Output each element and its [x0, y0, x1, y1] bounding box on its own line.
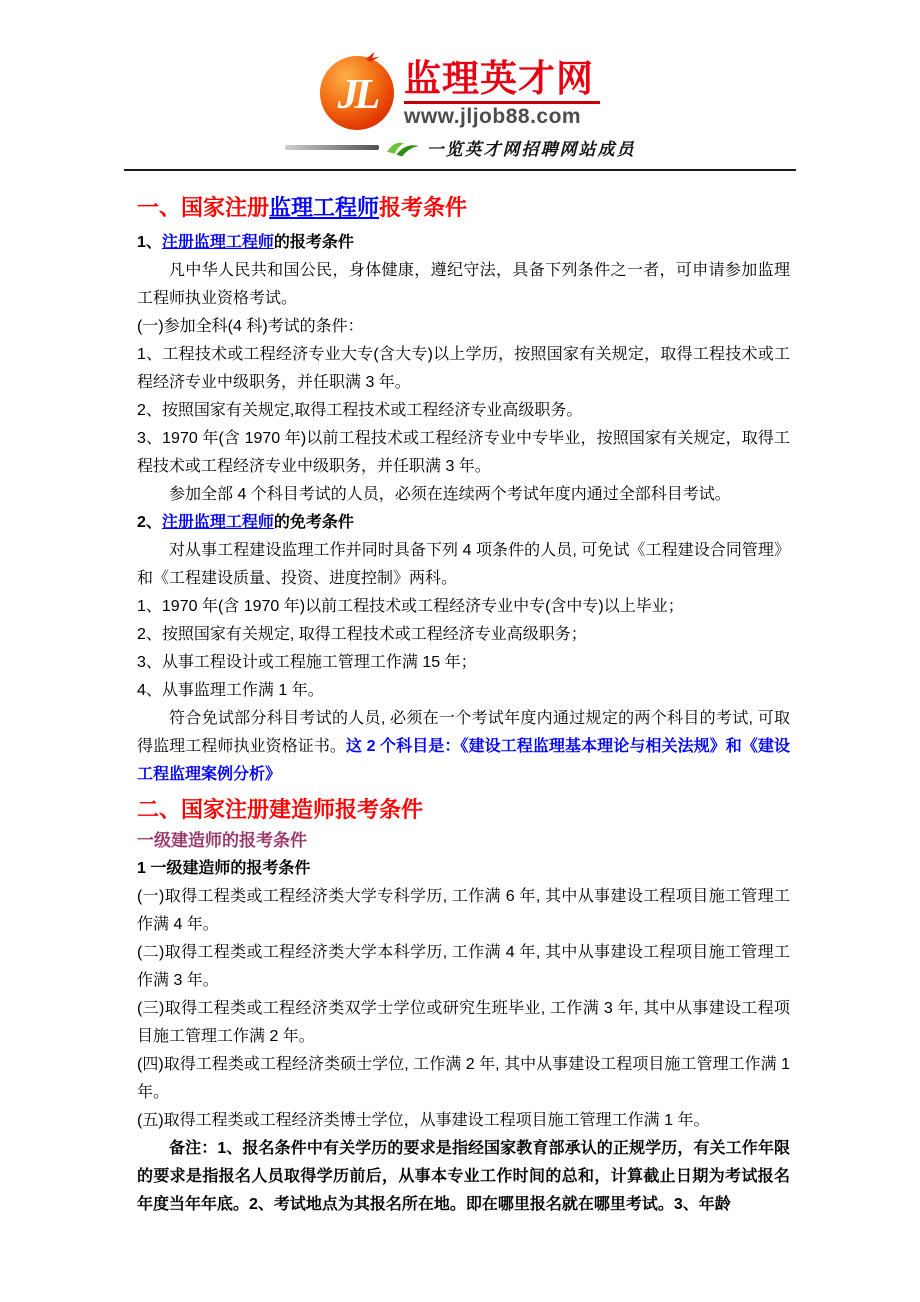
para-exempt-pass-blue: 这 2 个科目是：《建设工程监理基本理论与相关法规》和《建设工程监理案例分析》 [137, 738, 790, 783]
header-divider [124, 169, 796, 171]
full-exam-item: 1、工程技术或工程经济专业大专(含大专)以上学历，按照国家有关规定，取得工程技术或工程经济专业中级职务，并任职满 3 年。 [137, 346, 790, 391]
requirement-item: (一)取得工程类或工程经济类大学专科学历, 工作满 6 年, 其中从事建设工程项目施工管理工作满 4 年。 [137, 888, 790, 933]
heading-exempt-suffix: 的免考条件 [273, 514, 354, 531]
requirement-item: (三)取得工程类或工程经济类双学士学位或研究生班毕业, 工作满 3 年, 其中从事建设工程项目施工管理工作满 2 年。 [137, 1000, 790, 1045]
section2-title: 二、国家注册建造师报考条件 [137, 797, 424, 822]
exempt-item: 3、从事工程设计或工程施工管理工作满 15 年； [137, 654, 477, 671]
requirement-item: (五)取得工程类或工程经济类博士学位，从事建设工程项目施工管理工作满 1 年。 [137, 1112, 710, 1129]
para-exempt-pass [137, 705, 790, 789]
para-citizen: 凡中华人民共和国公民，身体健康，遵纪守法，具备下列条件之一者，可申请参加监理工程师执业资格考试。 [137, 262, 790, 307]
heading-apply-link[interactable]: 注册监理工程师 [161, 234, 274, 251]
para-all-subjects: 参加全部 4 个科目考试的人员，必须在连续两个考试年度内通过全部科目考试。 [169, 486, 731, 503]
heading-exempt-conditions [137, 509, 790, 537]
document-content [0, 193, 920, 1219]
gray-bar-decoration [285, 145, 379, 150]
heading-full-exam: (一)参加全科(4 科)考试的条件： [137, 318, 364, 335]
section2-subtitle: 一级建造师的报考条件 [137, 831, 307, 850]
section1-title-prefix: 一、国家注册 [137, 195, 270, 220]
logo-underline [404, 101, 600, 104]
logo [0, 56, 920, 130]
section2-subheading: 1 一级建造师的报考条件 [137, 860, 311, 877]
logo-monogram: JL [337, 72, 377, 118]
full-exam-item: 2、按照国家有关规定,取得工程技术或工程经济专业高级职务。 [137, 402, 583, 419]
requirement-item: (二)取得工程类或工程经济类大学本科学历, 工作满 4 年, 其中从事建设工程项目施工管理工作满 3 年。 [137, 944, 790, 989]
section1-title-suffix: 报考条件 [379, 195, 468, 220]
para-exempt-pass-black: 符合免试部分科目考试的人员, 必须在一个考试年度内通过规定的两个科目的考试, 可取得监理工程师执业资格证书。 [137, 710, 790, 755]
section1-title [137, 193, 790, 223]
exempt-item: 4、从事监理工作满 1 年。 [137, 682, 324, 699]
heading-exempt-link[interactable]: 注册监理工程师 [161, 514, 274, 531]
full-exam-item: 3、1970 年(含 1970 年)以前工程技术或工程经济专业中专毕业，按照国家有关规定，取得工程技术或工程经济专业中级职务，并任职满 3 年。 [137, 430, 790, 475]
site-header [0, 0, 920, 160]
heading-exempt-prefix: 2、 [137, 514, 162, 531]
site-name: 监理英才网 [404, 58, 594, 99]
exempt-item: 2、按照国家有关规定, 取得工程技术或工程经济专业高级职务； [137, 626, 587, 643]
para-note: 备注：1、报名条件中有关学历的要求是指经国家教育部承认的正规学历，有关工作年限的要求是指报名人员取得学历前后，从事本专业工作时间的总和，计算截止日期为考试报名年度当年年底。2、考试地点为其报名所在地。即在哪里报名就在哪里考试。3、年龄 [137, 1140, 790, 1213]
para-exempt-intro: 对从事工程建设监理工作并同时具备下列 4 项条件的人员, 可免试《工程建设合同管理》和《工程建设质量、投资、进度控制》两科。 [137, 542, 790, 587]
jl-logo-icon [320, 56, 394, 130]
swoosh-icon [386, 138, 420, 158]
sparkle-icon [366, 52, 380, 62]
section1-title-link[interactable]: 监理工程师 [269, 195, 380, 220]
site-url: www.jljob88.com [404, 104, 582, 128]
requirement-item: (四)取得工程类或工程经济类硕士学位, 工作满 2 年, 其中从事建设工程项目施工管理工作满 1 年。 [137, 1056, 790, 1101]
logo-tagline-row [0, 135, 920, 160]
exempt-item: 1、1970 年(含 1970 年)以前工程技术或工程经济专业中专(含中专)以上毕业； [137, 598, 684, 615]
heading-apply-conditions [137, 229, 790, 257]
tagline-text: 一览英才网招聘网站成员 [426, 140, 636, 159]
heading-apply-suffix: 的报考条件 [273, 234, 354, 251]
logo-text-block [404, 56, 600, 129]
heading-apply-prefix: 1、 [137, 234, 162, 251]
